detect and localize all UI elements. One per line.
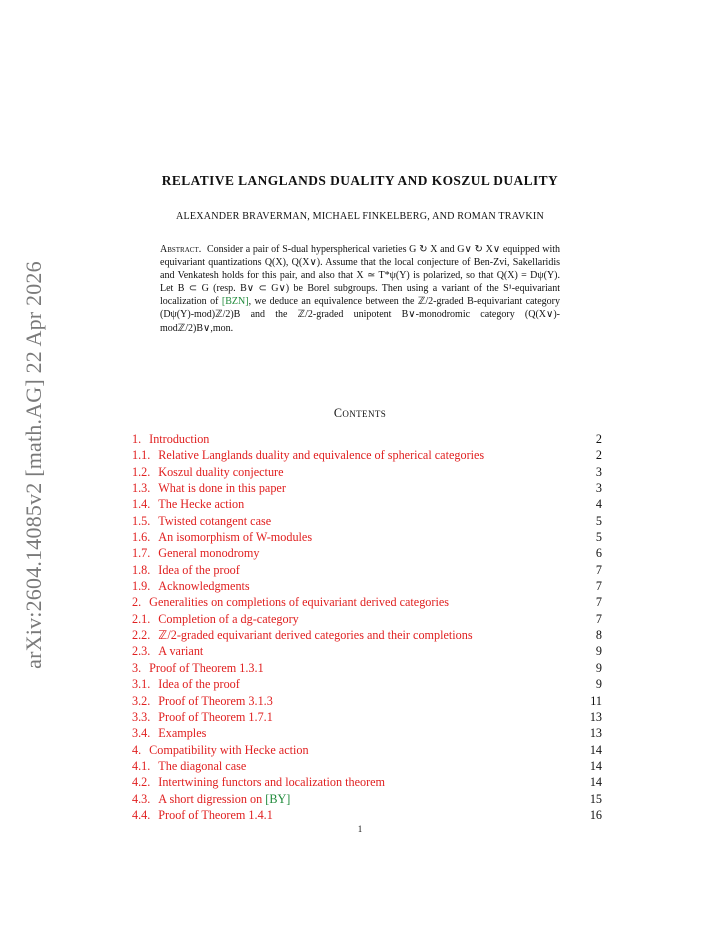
toc-entry[interactable] bbox=[132, 791, 602, 807]
toc-entry[interactable] bbox=[132, 807, 602, 823]
toc-entry-page: 2 bbox=[595, 432, 602, 446]
toc-entry[interactable] bbox=[132, 643, 602, 659]
toc-entry-title[interactable] bbox=[149, 661, 264, 675]
toc-entry-page: 9 bbox=[595, 677, 602, 692]
toc-entry-number[interactable]: 1.7. bbox=[132, 546, 151, 561]
toc-entry-page: 13 bbox=[589, 709, 602, 724]
toc-entry-page: 16 bbox=[589, 807, 602, 822]
toc-entry-number[interactable]: 2. bbox=[132, 595, 142, 610]
arxiv-sidebar bbox=[20, 240, 48, 690]
toc-entry-title-text[interactable]: Proof of Theorem 1.4.1 bbox=[158, 807, 273, 822]
toc-entry[interactable] bbox=[132, 562, 602, 578]
toc-entry[interactable] bbox=[132, 742, 602, 758]
toc-entry-title-text[interactable]: Twisted cotangent case bbox=[158, 513, 272, 528]
toc-entry[interactable] bbox=[132, 464, 602, 480]
toc-entry-title[interactable] bbox=[158, 465, 283, 479]
toc-entry-title-text[interactable]: Acknowledgments bbox=[158, 579, 250, 594]
toc-entry-page: 5 bbox=[595, 530, 602, 545]
toc-entry-number[interactable]: 4. bbox=[132, 742, 142, 757]
toc-entry-number[interactable]: 2.1. bbox=[132, 611, 151, 626]
toc-entry-title[interactable] bbox=[158, 481, 286, 495]
toc-entry-title-text[interactable]: A variant bbox=[158, 644, 204, 659]
toc-entry-number[interactable]: 4.1. bbox=[132, 758, 151, 773]
toc-entry-number[interactable]: 4.3. bbox=[132, 791, 151, 806]
toc-entry-page: 11 bbox=[590, 693, 602, 708]
toc-entry-title[interactable] bbox=[149, 595, 449, 609]
toc-entry-title-text[interactable]: Intertwining functors and localization theorem bbox=[158, 775, 386, 790]
toc-entry[interactable] bbox=[132, 431, 602, 447]
toc-entry[interactable] bbox=[132, 725, 602, 741]
toc-entry-title-text[interactable]: Introduction bbox=[149, 432, 210, 446]
toc-entry-page: 8 bbox=[595, 628, 602, 643]
abstract-label: Abstract. bbox=[160, 244, 202, 255]
toc-entry-title-text[interactable]: Completion of a dg-category bbox=[158, 611, 299, 626]
toc-entry-page: 9 bbox=[595, 644, 602, 659]
arxiv-identifier: arXiv:2604.14085v2 [math.AG] 22 Apr 2026 bbox=[21, 261, 46, 669]
toc-entry-title-text[interactable]: Generalities on completions of equivariant derived categories bbox=[149, 595, 449, 610]
toc-entry-number[interactable]: 1.4. bbox=[132, 497, 151, 512]
paper-authors: ALEXANDER BRAVERMAN, MICHAEL FINKELBERG, AND ROMAN TRAVKIN bbox=[176, 211, 544, 222]
toc-entry-page: 3 bbox=[595, 481, 602, 496]
toc-entry[interactable] bbox=[132, 578, 602, 594]
toc-entry-page: 3 bbox=[595, 464, 602, 479]
abstract-text-part2: , we deduce an equivalence between the ℤ/2-graded B-equivariant category (Dψ(Y)-mod)ℤ/2)B and the ℤ/2-graded unipotent B∨-monodromic category (Q(X∨)-modℤ/2)B∨,mon. bbox=[160, 296, 560, 334]
toc-entry[interactable] bbox=[132, 545, 602, 561]
toc-entry-number[interactable]: 1.8. bbox=[132, 562, 151, 577]
toc-entry-number[interactable]: 2.2. bbox=[132, 628, 151, 643]
toc-entry-page: 6 bbox=[595, 546, 602, 561]
toc-entry-title[interactable] bbox=[158, 726, 206, 740]
toc-entry-title-text[interactable]: Proof of Theorem 3.1.3 bbox=[158, 693, 273, 708]
toc-entry-page: 15 bbox=[589, 791, 602, 806]
toc-entry[interactable] bbox=[132, 496, 602, 512]
toc-entry-title[interactable] bbox=[158, 579, 249, 593]
toc-entry-number[interactable]: 1.5. bbox=[132, 513, 151, 528]
toc-entry-title-text[interactable]: Compatibility with Hecke action bbox=[149, 742, 309, 757]
toc-entry-number[interactable]: 3. bbox=[132, 660, 142, 675]
toc-entry[interactable] bbox=[132, 693, 602, 709]
toc-entry-title-text[interactable]: Proof of Theorem 1.3.1 bbox=[149, 660, 264, 675]
toc-entry-page: 7 bbox=[595, 611, 602, 626]
toc-entry-number[interactable]: 1.9. bbox=[132, 579, 151, 594]
toc-entry-title[interactable] bbox=[149, 743, 308, 757]
toc-entry-page: 5 bbox=[595, 513, 602, 528]
toc-entry-title[interactable] bbox=[158, 448, 484, 462]
toc-entry[interactable] bbox=[132, 594, 602, 610]
toc-entry[interactable] bbox=[132, 774, 602, 790]
toc-entry-page: 13 bbox=[589, 726, 602, 741]
toc-entry-number[interactable]: 1.2. bbox=[132, 464, 151, 479]
toc-entry-title[interactable] bbox=[149, 432, 209, 446]
toc-entry[interactable] bbox=[132, 447, 602, 463]
toc-entry-page: 4 bbox=[595, 497, 602, 512]
toc-entry[interactable] bbox=[132, 611, 602, 627]
citation-link-by[interactable]: [BY] bbox=[265, 791, 291, 806]
toc-entry-title[interactable] bbox=[158, 612, 298, 626]
toc-entry-number[interactable]: 3.1. bbox=[132, 677, 151, 692]
abstract bbox=[160, 243, 560, 335]
toc-entry-title[interactable] bbox=[158, 530, 312, 544]
toc-entry[interactable] bbox=[132, 660, 602, 676]
toc-entry[interactable] bbox=[132, 480, 602, 496]
toc-entry-title[interactable] bbox=[158, 710, 273, 724]
toc-entry-number[interactable]: 1.6. bbox=[132, 530, 151, 545]
toc-entry-number[interactable]: 1.3. bbox=[132, 481, 151, 496]
toc-entry-page: 14 bbox=[589, 775, 602, 790]
toc-entry-title-text[interactable]: A short digression on bbox=[158, 791, 263, 806]
toc-entry-number[interactable]: 3.3. bbox=[132, 709, 151, 724]
toc-entry-title-text[interactable]: Relative Langlands duality and equivalence of spherical categories bbox=[158, 448, 485, 463]
toc-entry-title[interactable] bbox=[158, 677, 240, 691]
toc-entry[interactable] bbox=[132, 627, 602, 643]
toc-entry-title-text[interactable]: ℤ/2-graded equivariant derived categories and their completions bbox=[158, 628, 473, 643]
toc-entry-page: 9 bbox=[595, 660, 602, 675]
toc-entry-number[interactable]: 3.4. bbox=[132, 726, 151, 741]
toc-entry-title[interactable] bbox=[158, 775, 385, 789]
toc-entry[interactable] bbox=[132, 676, 602, 692]
toc-entry-title[interactable] bbox=[158, 694, 273, 708]
toc-entry-page: 7 bbox=[595, 595, 602, 610]
toc-entry-title[interactable] bbox=[158, 514, 271, 528]
toc-entry-title[interactable] bbox=[158, 546, 259, 560]
paper-title: RELATIVE LANGLANDS DUALITY AND KOSZUL DUALITY bbox=[161, 173, 559, 188]
toc-entry-number[interactable]: 4.4. bbox=[132, 807, 151, 822]
citation-link-bzn[interactable]: [BZN] bbox=[221, 296, 249, 308]
contents-heading: Contents bbox=[333, 406, 387, 420]
toc-entry-title-text[interactable]: Proof of Theorem 1.7.1 bbox=[158, 709, 273, 724]
toc-entry-title-text[interactable]: General monodromy bbox=[158, 546, 260, 561]
toc-entry-title[interactable] bbox=[158, 759, 246, 773]
toc-entry-title-text[interactable]: What is done in this paper bbox=[158, 481, 286, 496]
toc-entry-title-text[interactable]: Koszul duality conjecture bbox=[158, 464, 284, 479]
toc-entry-number[interactable]: 3.2. bbox=[132, 693, 151, 708]
toc-entry-title[interactable] bbox=[158, 497, 244, 511]
toc-entry-title-text[interactable]: The Hecke action bbox=[158, 497, 245, 512]
toc-entry-number[interactable]: 4.2. bbox=[132, 775, 151, 790]
toc-entry-number[interactable]: 1.1. bbox=[132, 448, 151, 463]
toc-entry[interactable] bbox=[132, 709, 602, 725]
toc-entry-page: 2 bbox=[595, 448, 602, 463]
toc-entry-title[interactable] bbox=[158, 644, 203, 658]
toc-entry-title-text[interactable]: Idea of the proof bbox=[158, 677, 240, 692]
toc-entry-number[interactable]: 2.3. bbox=[132, 644, 151, 659]
toc-entry-title[interactable] bbox=[158, 792, 290, 806]
page-number: 1 bbox=[357, 824, 363, 834]
toc-entry-page: 7 bbox=[595, 579, 602, 594]
abstract-text-part1: Consider a pair of S-dual hyperspherical varieties G ↻ X and G∨ ↻ X∨ equipped with equivariant quantizations Q(X), Q(X∨). Assume that the local conjecture of Ben-Zvi, Sakellaridis and Venkatesh holds for this pair, and also that X ≃ T*ψ(Y) is polarized, so that Q(X) = Dψ(Y). Let B ⊂ G (resp. B∨ ⊂ G∨) be Borel subgroups. Then using a variant of the S¹-equivariant localization of bbox=[160, 244, 561, 308]
toc-entry[interactable] bbox=[132, 758, 602, 774]
toc-entry[interactable] bbox=[132, 513, 602, 529]
toc-entry-title-text[interactable]: Examples bbox=[158, 726, 207, 741]
toc-entry-title-text[interactable]: Idea of the proof bbox=[158, 562, 240, 577]
toc-entry-number[interactable]: 1. bbox=[132, 432, 142, 446]
toc-entry-title-text[interactable]: The diagonal case bbox=[158, 758, 247, 773]
toc-entry-title[interactable] bbox=[158, 628, 472, 642]
toc-entry[interactable] bbox=[132, 529, 602, 545]
toc-entry-title[interactable] bbox=[158, 563, 240, 577]
toc-entry-page: 14 bbox=[589, 758, 602, 773]
toc-entry-page: 14 bbox=[589, 742, 602, 757]
toc-entry-title-text[interactable]: An isomorphism of W-modules bbox=[158, 530, 313, 545]
toc-entry-title[interactable] bbox=[158, 808, 273, 822]
table-of-contents bbox=[132, 431, 602, 823]
toc-entry-page: 7 bbox=[595, 562, 602, 577]
